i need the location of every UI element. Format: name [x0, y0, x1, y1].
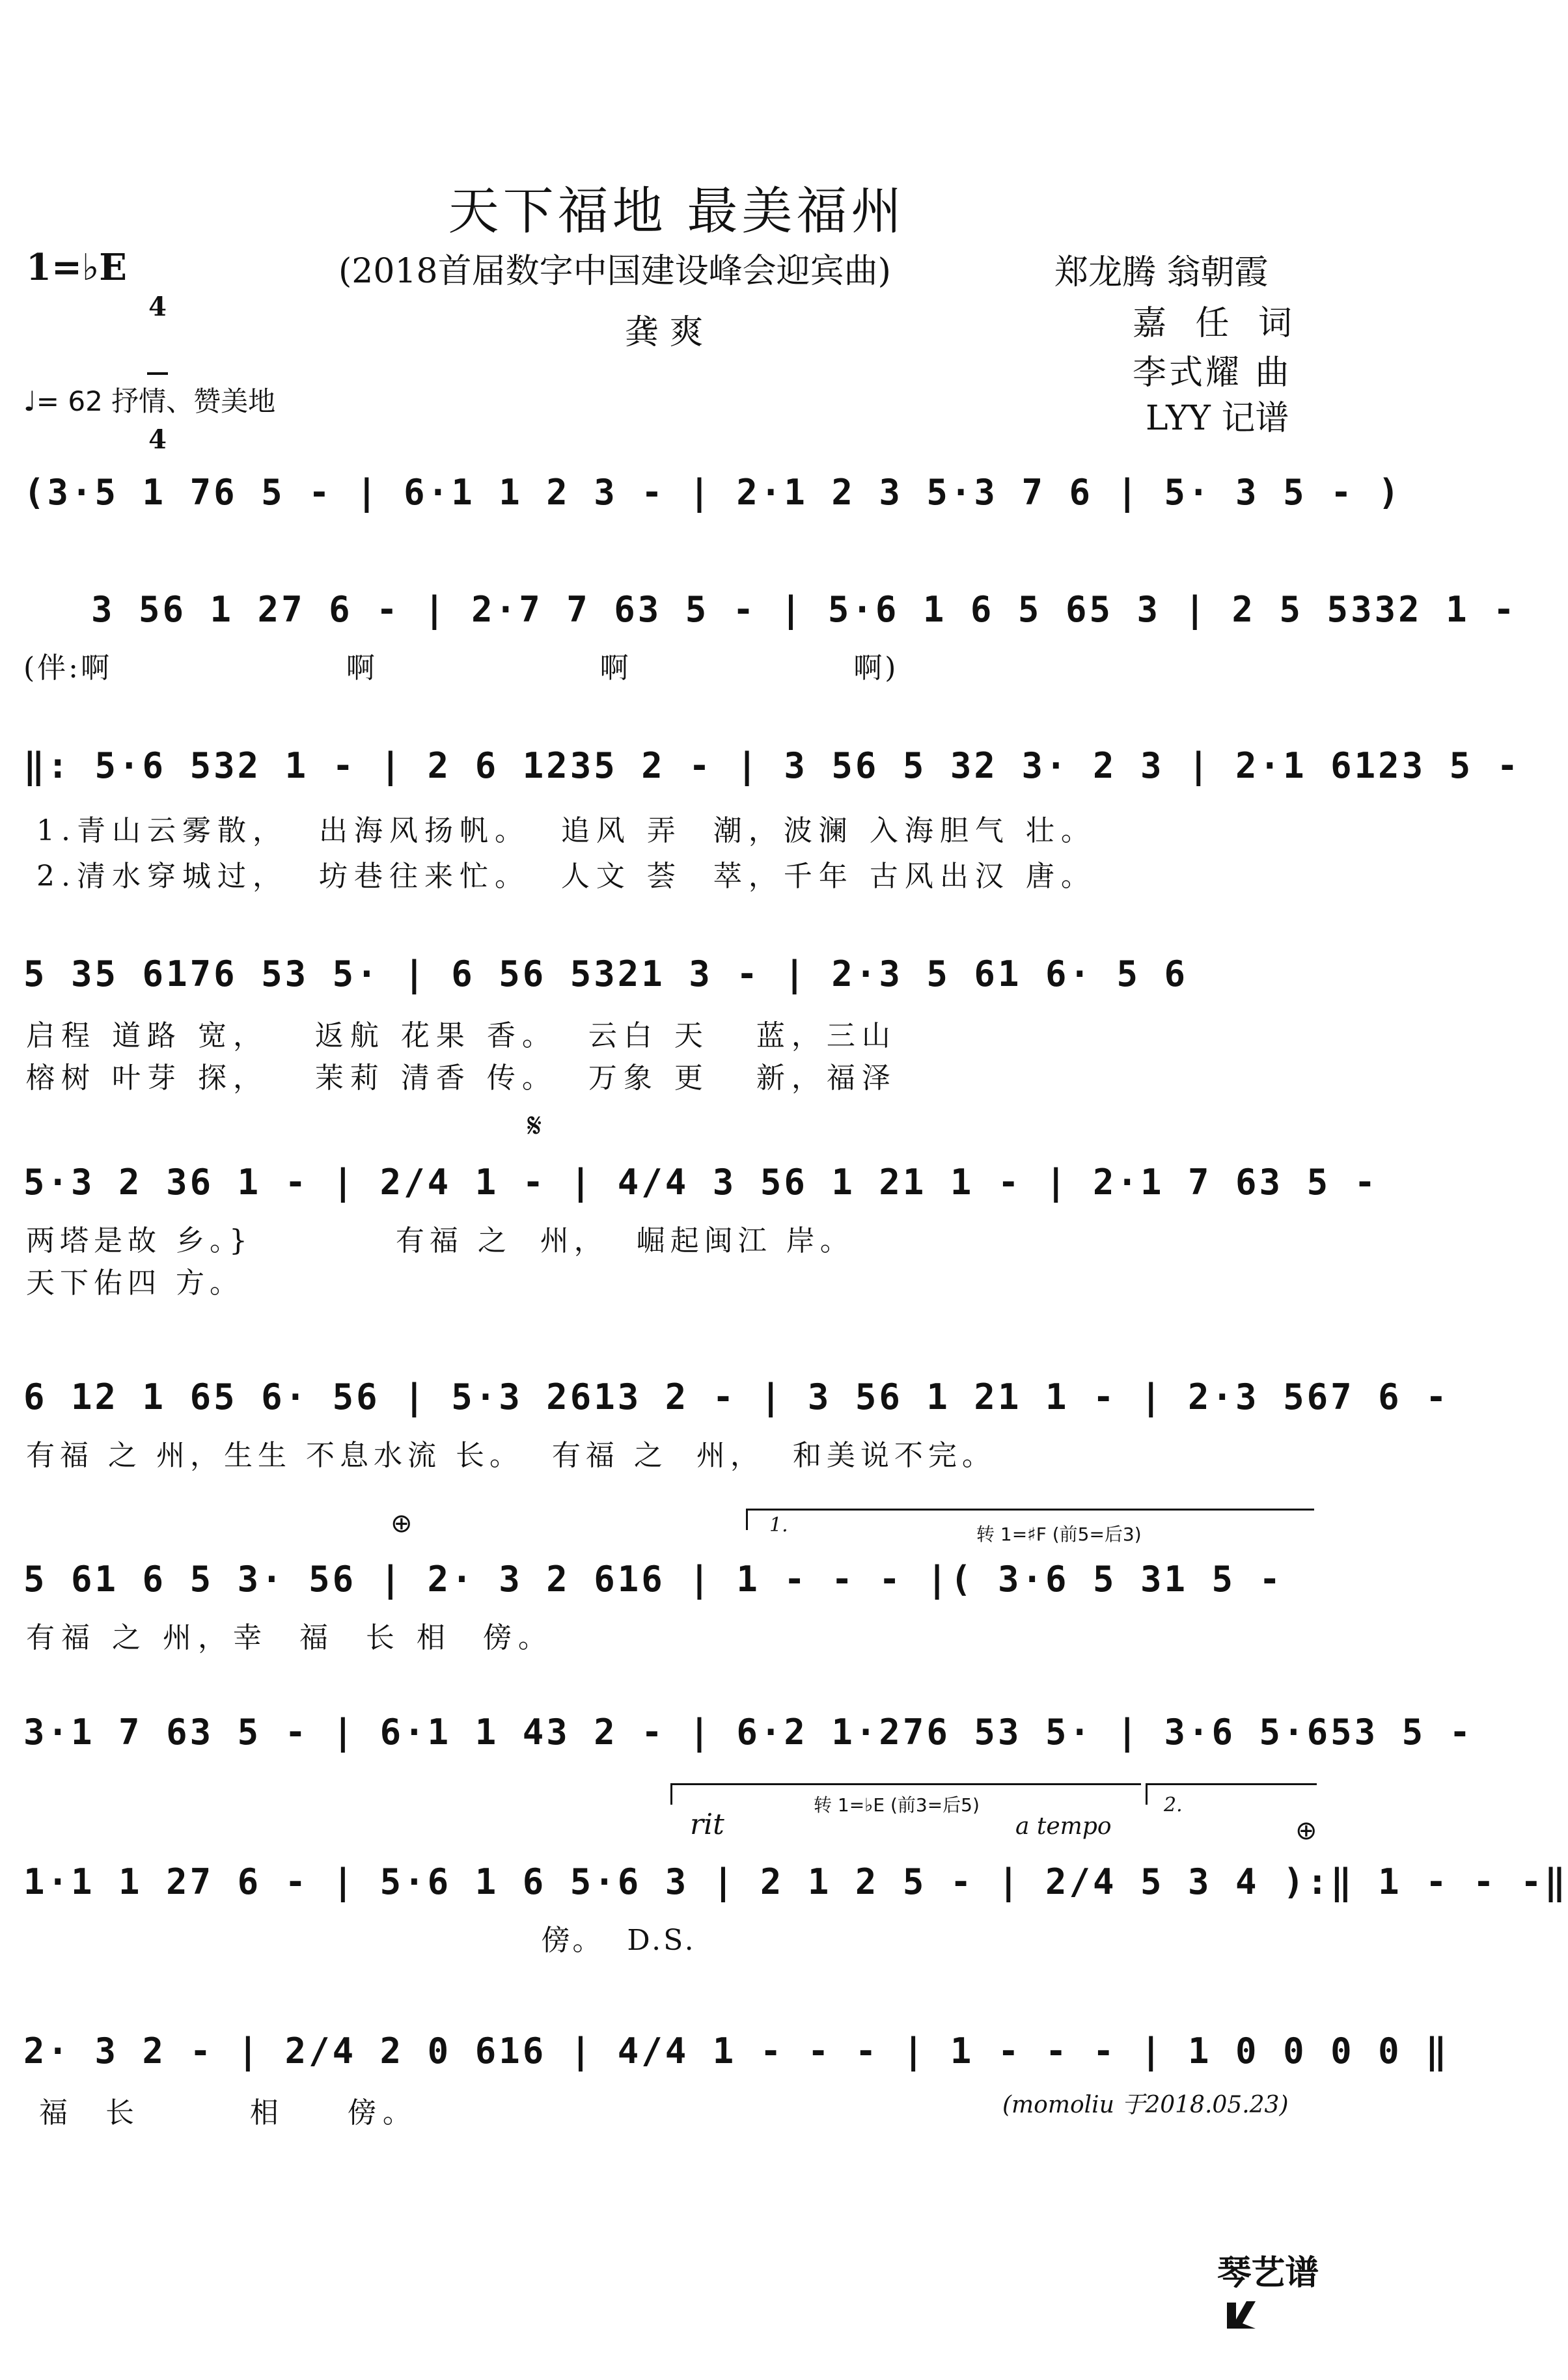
tempo-marking: ♩= 62 抒情、赞美地	[23, 385, 276, 417]
staff-3-notes: ‖: 5·6 532 1 - | 2 6 1235 2 - | 3 56 5 32 3· 2 3 | 2·1 6123 5 -	[23, 745, 1521, 786]
staff-2-lyrics: (伴:啊 啊 啊 啊)	[23, 651, 899, 685]
staff-4-lyrics-verse2: 榕树 叶芽 探， 茉莉 清香 传。 万象 更 新，福泽	[26, 1061, 897, 1095]
staff-4-notes: 5 35 6176 53 5· | 6 56 5321 3 - | 2·3 5 61 6· 5 6	[23, 953, 1189, 994]
volta-2-label: 2.	[1164, 1794, 1183, 1816]
singer: 龚 爽	[625, 313, 704, 352]
lyricists: 郑龙腾 翁朝霞	[1054, 253, 1269, 292]
staff-1-notes: (3·5 1 76 5 - | 6·1 1 2 3 - | 2·1 2 3 5·3 7 6 | 5· 3 5 - )	[23, 472, 1402, 513]
staff-5-notes: 5·3 2 36 1 - | 2/4 1 - | 4/4 3 56 1 21 1 - | 2·1 7 63 5 -	[23, 1162, 1379, 1203]
staff-4-lyrics-verse1: 启程 道路 宽， 返航 花果 香。 云白 天 蓝，三山	[26, 1019, 897, 1052]
staff-9-notes: 1·1 1 27 6 - | 5·6 1 6 5·6 3 | 2 1 2 5 - | 2/4 5 3 4 ):‖ 1 - - -‖	[23, 1861, 1568, 1902]
staff-5-lyrics-verse2: 天下佑四 方。	[26, 1266, 243, 1300]
modulation-sharp-f: 转 1=♯F (前5=后3)	[976, 1524, 1142, 1545]
staff-6-notes: 6 12 1 65 6· 56 | 5·3 2613 2 - | 3 56 1 21 1 - | 2·3 567 6 -	[23, 1376, 1450, 1417]
song-title: 天下福地 最美福州	[448, 182, 906, 241]
key-signature: 1=♭E	[26, 246, 127, 289]
staff-7-notes: 5 61 6 5 3· 56 | 2· 3 2 616 | 1 - - - |( 3·6 5 31 5 -	[23, 1559, 1284, 1600]
coda-sign-1: ⊕	[391, 1509, 413, 1539]
transcriber: LYY 记谱	[1146, 399, 1289, 438]
rit-marking: rit	[690, 1808, 724, 1841]
logo-text: 琴艺谱	[1217, 2254, 1319, 2293]
subtitle: (2018首届数字中国建设峰会迎宾曲)	[338, 252, 891, 291]
staff-3-lyrics-verse2: 2.清水穿城过， 坊巷往来忙。 人文 荟 萃，千年 古风出汉 唐。	[36, 860, 1096, 893]
logo-icon	[1176, 2257, 1212, 2293]
a-tempo-marking: a tempo	[1015, 1813, 1112, 1840]
staff-5-lyrics-verse1: 两塔是故 乡。} 有福 之 州， 崛起闽江 岸。	[26, 1224, 854, 1257]
staff-6-lyrics: 有福 之 州，生生 不息水流 长。 有福 之 州， 和美说不完。	[26, 1439, 996, 1472]
staff-10-notes: 2· 3 2 - | 2/4 2 0 616 | 4/4 1 - - - | 1 - - - | 1 0 0 0 0 ‖	[23, 2031, 1450, 2072]
staff-10-lyrics: 福 长 相 傍。	[39, 2096, 418, 2129]
staff-3-lyrics-verse1: 1.青山云雾散， 出海风扬帆。 追风 弄 潮，波澜 入海胆气 壮。	[36, 814, 1096, 847]
meter-top: 4	[148, 292, 167, 322]
coda-sign-2: ⊕	[1295, 1816, 1317, 1846]
site-logo[interactable]	[1152, 2206, 1319, 2294]
lyricist-role: 嘉 任 词	[1133, 304, 1302, 343]
staff-9-lyrics: 傍。 D.S.	[26, 1924, 696, 1957]
transcriber-signature: (momoliu 于2018.05.23)	[1002, 2092, 1289, 2118]
modulation-flat-e: 转 1=♭E (前3=后5)	[814, 1794, 980, 1816]
staff-8-notes: 3·1 7 63 5 - | 6·1 1 43 2 - | 6·2 1·276 53 5· | 3·6 5·653 5 -	[23, 1712, 1474, 1753]
volta-1-label: 1.	[769, 1514, 788, 1537]
composer: 李式耀 曲	[1133, 353, 1292, 392]
staff-2-notes: 3 56 1 27 6 - | 2·7 7 63 5 - | 5·6 1 6 5 65 3 | 2 5 5332 1 -	[91, 589, 1517, 630]
meter-bottom: 4	[148, 424, 167, 455]
time-signature	[147, 242, 168, 479]
segno-sign: 𝄋	[527, 1106, 542, 1145]
staff-7-lyrics: 有福 之 州，幸 福 长 相 傍。	[26, 1621, 553, 1654]
